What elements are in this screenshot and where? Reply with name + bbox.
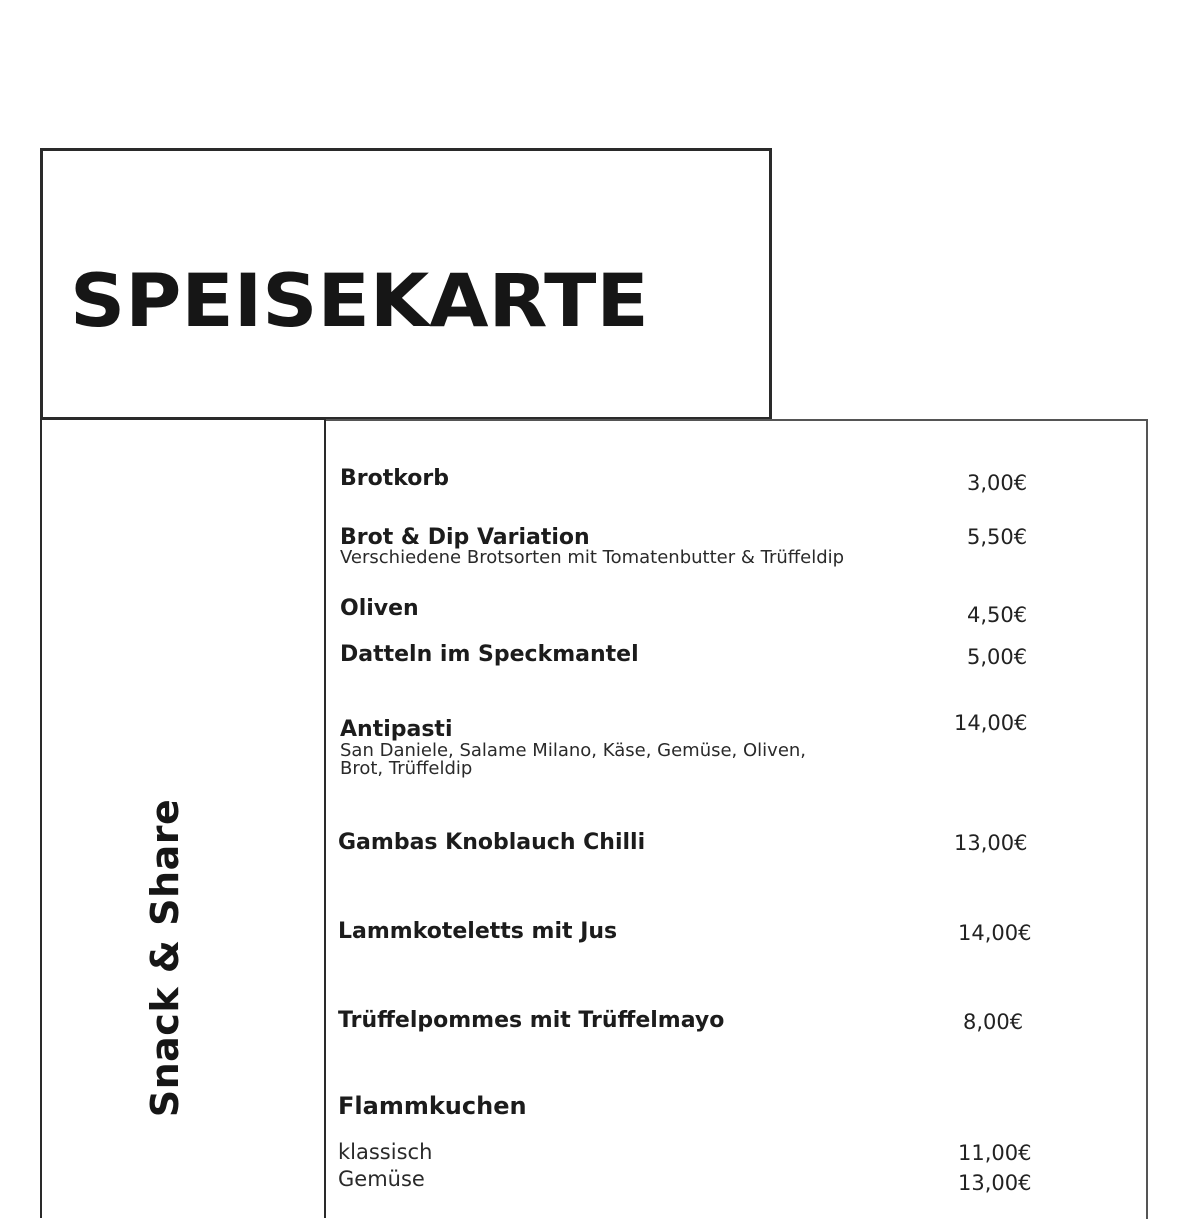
item-name: Gambas Knoblauch Chilli (338, 830, 646, 855)
title-box (40, 148, 772, 420)
flammkuchen-heading: Flammkuchen (338, 1092, 527, 1120)
item-name: Trüffelpommes mit Trüffelmayo (338, 1008, 725, 1033)
item-price: 3,00€ (967, 471, 1028, 495)
variant-price: 11,00€ (958, 1141, 1032, 1165)
section-label: Snack & Share (143, 798, 187, 1118)
item-description: Verschiedene Brotsorten mit Tomatenbutter & Trüffeldip (340, 547, 845, 568)
page-title: SPEISEKARTE (70, 259, 649, 344)
variant-name: klassisch (338, 1140, 433, 1164)
variant-name: Gemüse (338, 1167, 425, 1191)
item-name: Antipasti (340, 717, 453, 742)
item-price: 14,00€ (958, 921, 1032, 945)
item-description: Brot, Trüffeldip (340, 758, 473, 779)
item-price: 8,00€ (963, 1010, 1024, 1034)
item-price: 4,50€ (967, 603, 1028, 627)
item-price: 13,00€ (954, 831, 1028, 855)
item-name: Oliven (340, 596, 419, 621)
item-price: 5,00€ (967, 645, 1028, 669)
item-description: San Daniele, Salame Milano, Käse, Gemüse, Oliven, (340, 740, 807, 761)
item-price: 14,00€ (954, 711, 1028, 735)
item-name: Brot & Dip Variation (340, 525, 590, 550)
item-name: Lammkoteletts mit Jus (338, 919, 618, 944)
item-name: Datteln im Speckmantel (340, 642, 639, 667)
item-price: 5,50€ (967, 525, 1028, 549)
item-name: Brotkorb (340, 466, 450, 491)
variant-price: 13,00€ (958, 1171, 1032, 1195)
